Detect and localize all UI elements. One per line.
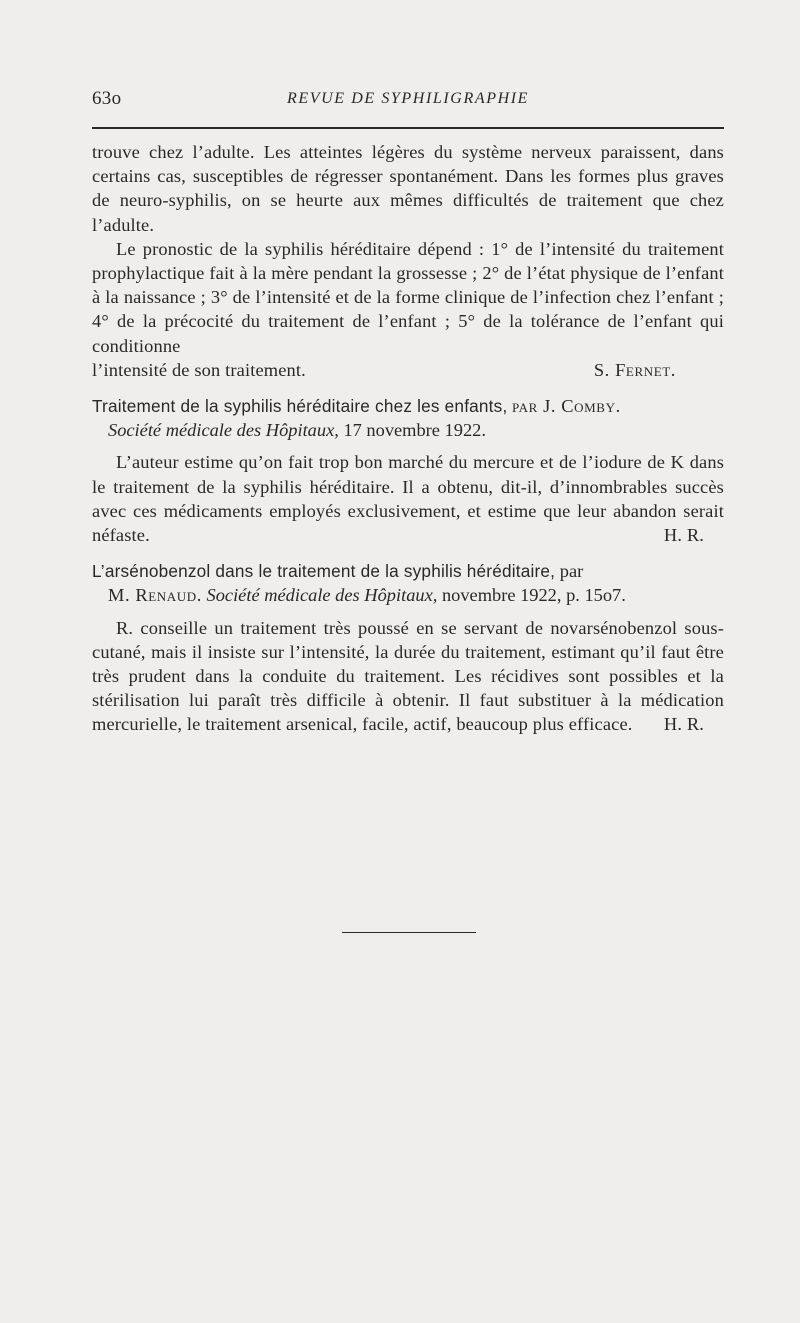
intro-paragraph-continued: trouve chez l’adulte. Les atteintes légères du système nerveux paraissent, dans certains cas, susceptibles de régresser spontanément. Dans les formes plus graves de neuro-syphilis, on se heurte aux mêmes difficultés de traitement que chez l’adulte. (92, 142, 724, 235)
prognosis-text: Le pronostic de la syphilis héréditaire dépend : 1° de l’intensité du traitement prophylactique fait à la mère pendant la grossesse ; 2° de l’état physique de l’enfant à la naissance ; 3° de l’intensité et de la forme clinique de l’infection chez l’enfant ; 4° de la précocité du traitement de l’enfant ; 5° de la tolérance de l’enfant qui conditionne (92, 238, 724, 356)
article-date-1: 17 novembre 1922. (343, 420, 486, 441)
page-body (92, 140, 724, 737)
end-rule (342, 932, 476, 933)
running-title: REVUE DE SYPHILIGRAPHIE (286, 90, 530, 107)
article-title-2: L’arsénobenzol dans le traitement de la syphilis héréditaire, (92, 561, 556, 582)
article-title-1: Traitement de la syphilis héréditaire chez les enfants, (92, 396, 508, 417)
prognosis-paragraph (92, 237, 724, 358)
article-signature-2: H. R. (663, 714, 704, 735)
article-date-2: novembre 1922, p. 15o7. (441, 585, 626, 606)
article-journal-2: Société médicale des Hôpitaux, (206, 585, 438, 606)
article-body-text-2: R. conseille un traitement très poussé en se servant de novarsénobenzol sous-cutané, mais il insiste sur l’intensité, la durée du traitement, estimant qu’il faut être très prudent dans la conduite du traitement. Les récidives sont possibles et la stérilisation lui paraît très difficile à obtenir. Il faut substituer à la médication mercurielle, le traitement arsenical, facile, actif, beaucoup plus efficace. (92, 617, 724, 735)
article-heading-1 (92, 394, 724, 442)
article-source-1 (92, 418, 724, 442)
author-signature: S. Fernet. (593, 359, 676, 380)
prognosis-last-line (92, 358, 724, 382)
header-rule (92, 127, 724, 129)
article-author-2: M. Renaud. (108, 585, 202, 606)
article-heading-2 (92, 559, 724, 607)
article-by-2: par (559, 561, 584, 582)
article-body-text-1: L’auteur estime qu’on fait trop bon marché du mercure et de l’iodure de K dans le traitement de la syphilis héréditaire. Il a obtenu, dit-il, d’innombrables succès avec ces médicaments employés exclusivement, et estime que leur abandon serait néfaste. (92, 452, 724, 546)
article-source-2 (92, 583, 724, 607)
article-journal-1: Société médicale des Hôpitaux, (108, 420, 339, 441)
article-body-2 (92, 616, 724, 737)
article-signature-1: H. R. (663, 525, 704, 546)
running-header (92, 88, 724, 118)
page-number: 63o (92, 88, 122, 109)
article-author-1: par J. Comby. (512, 396, 621, 417)
article-body-1 (92, 450, 724, 547)
prognosis-text-end: l’intensité de son traitement. (92, 359, 306, 380)
